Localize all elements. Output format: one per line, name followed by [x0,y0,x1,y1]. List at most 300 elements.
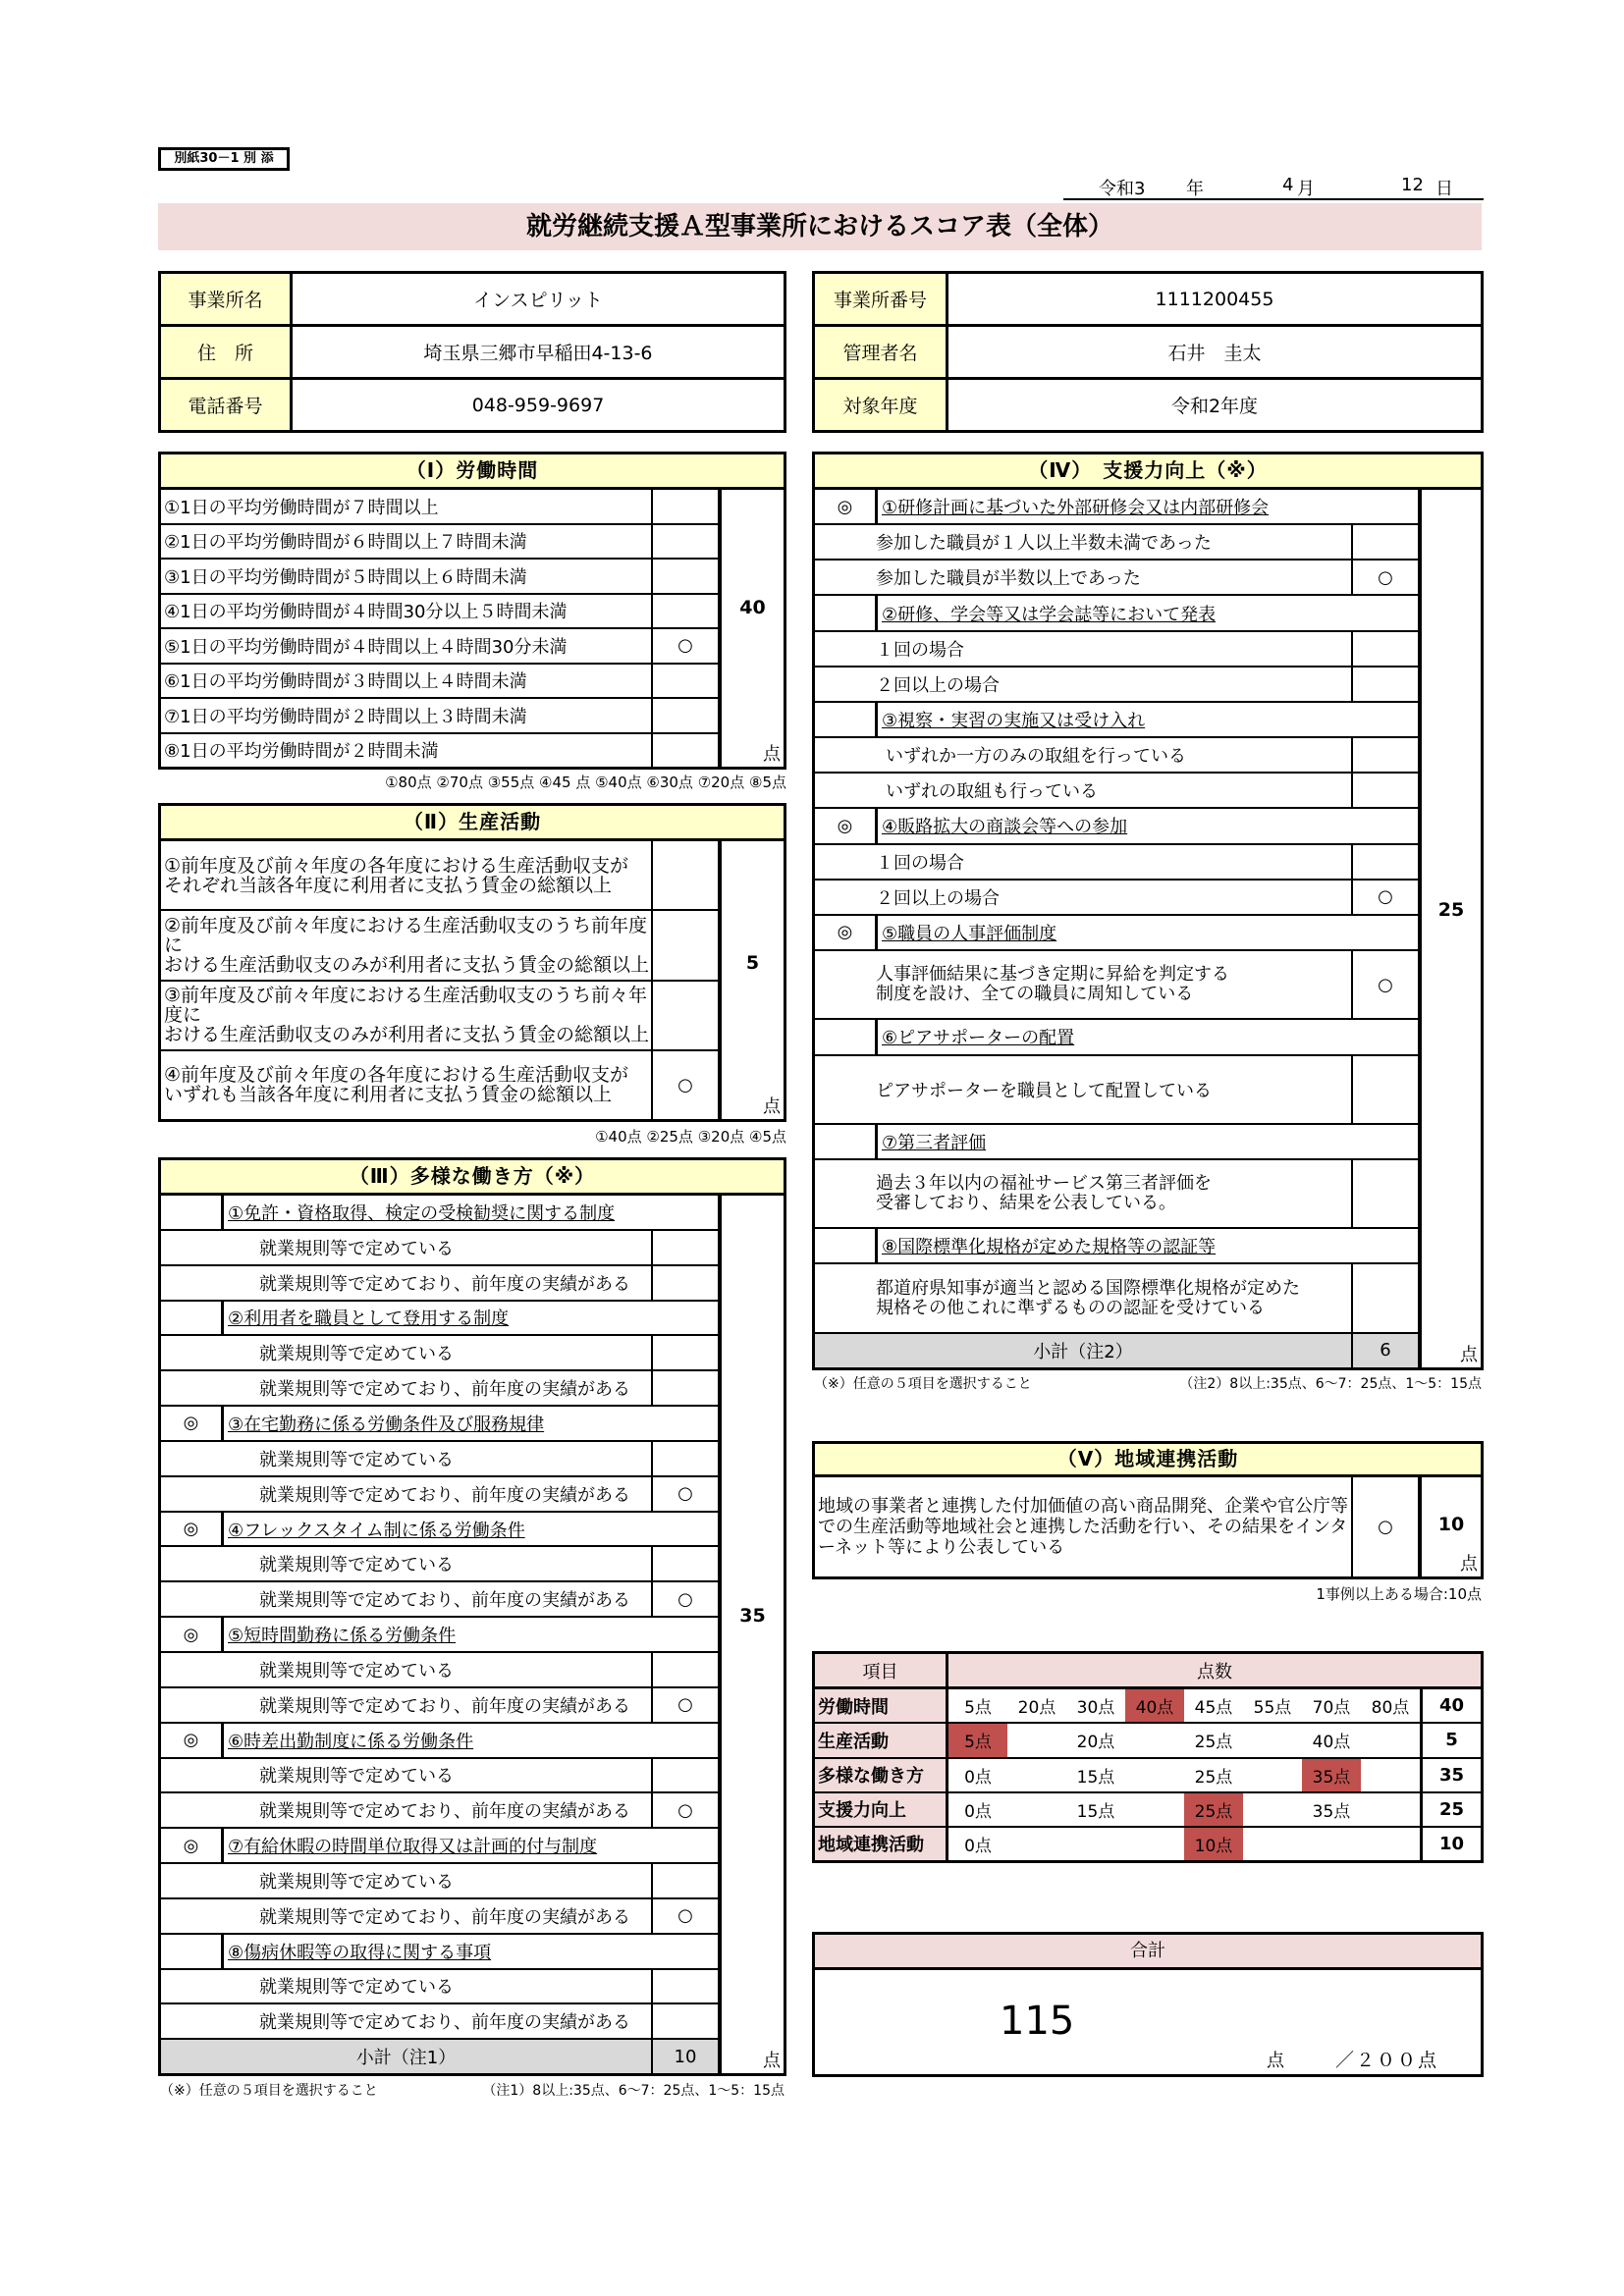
criterion-text: ⑦1日の平均労働時間が２時間以上３時間未満 [164,706,527,727]
check-cell [651,911,718,979]
summary-item-label: 労働時間 [815,1689,948,1722]
selection-mark [815,1229,878,1262]
criterion-text: ③1日の平均労働時間が５時間以上６時間未満 [164,566,527,588]
score-option: 35点 [1312,1801,1351,1822]
option-row [815,525,1418,561]
check-cell [1351,1056,1418,1123]
info-label: 管理者名 [815,327,948,377]
summary-row [815,1828,1481,1860]
score-scale [948,1689,1420,1722]
check-cell [651,699,718,732]
check-cell [651,560,718,593]
score-option [1125,1793,1184,1826]
summary-total: 35 [1420,1759,1481,1791]
summary-total: 25 [1420,1793,1481,1826]
score-option: 15点 [1076,1801,1115,1822]
check-cell [651,841,718,909]
option-row [161,1582,718,1618]
info-row [161,327,784,380]
score-value: 10 [1437,1513,1465,1535]
option-text: 過去３年以内の福祉サービス第三者評価を 受審しており、結果を公表している。 [876,1173,1212,1214]
check-cell: ○ [651,1582,718,1616]
score-option-selected: 35点 [1302,1759,1361,1791]
option-text: １回の場合 [876,639,964,661]
score-value: 40 [739,597,766,619]
date-year-unit: 年 [1186,179,1204,199]
score-option: 20点 [1076,1733,1115,1753]
option-text: ２回以上の場合 [876,887,1000,909]
check-cell [651,1864,718,1897]
section-body [161,490,784,767]
points-legend: ①40点 ②25点 ③20点 ④5点 [595,1128,786,1146]
section-working-hours [158,452,786,770]
info-row [815,274,1481,327]
section-score [1418,490,1481,1367]
group-title: ⑧傷病休暇等の取得に関する事項 [228,1942,492,1963]
group-header-row [161,1513,718,1548]
score-option: 15点 [1076,1767,1115,1788]
info-value: 石井 圭太 [1167,343,1262,364]
subtotal-label: 小計（注2） [1033,1341,1133,1362]
group-title: ②研修、学会等又は学会誌等において発表 [882,604,1217,625]
option-text: 就業規則等で定めており、前年度の実績がある [259,1379,630,1401]
group-header-row [161,1724,718,1759]
group-header-row [815,809,1418,844]
section-title: （Ⅰ）労働時間 [161,454,784,490]
group-header-row [161,1302,718,1337]
option-text: 就業規則等で定めている [259,1555,454,1576]
subtotal-label: 小計（注1） [355,2048,457,2069]
grand-total-box [812,1932,1484,2077]
check-cell [1351,632,1418,666]
option-row [161,1442,718,1477]
check-cell: ○ [651,1793,718,1827]
score-value: 5 [745,951,760,974]
score-option: 20点 [1017,1698,1056,1719]
section-body [815,490,1481,1367]
criterion-text: 地域の事業者と連携した付加価値の高い商品開発、企業や官公庁等での生産活動等地域社会と連携した活動を行い、その結果をインターネット等により公表している [818,1496,1348,1558]
criterion-text: ①前年度及び前々年度の各年度における生産活動収支が それぞれ当該各年度に利用者に支払う賃金の総額以上 [164,854,629,896]
option-text: 就業規則等で定めている [259,1449,454,1470]
check-cell [651,1442,718,1475]
option-row [815,738,1418,774]
info-row [815,327,1481,380]
check-cell [651,665,718,698]
score-unit: 点 [763,2051,781,2071]
check-cell [651,1970,718,2003]
score-value: 25 [1437,899,1465,922]
check-cell: ○ [651,1477,718,1511]
score-scale [948,1759,1420,1791]
summary-header-row [815,1654,1481,1689]
selection-footnote: （※）任意の５項目を選択すること [160,2083,378,2099]
table-row [161,595,718,630]
option-row [815,632,1418,667]
criterion-text: ①1日の平均労働時間が７時間以上 [164,497,439,518]
info-value: 048-959-9697 [471,394,605,416]
option-row [161,1970,718,2005]
group-title: ⑦第三者評価 [882,1132,987,1153]
score-option: 5点 [964,1698,992,1719]
summary-total: 5 [1420,1724,1481,1756]
group-header-row [815,703,1418,738]
selection-mark [815,1125,878,1158]
summary-row [815,1759,1481,1793]
document-label: 別紙30－1 別 添 [158,147,290,171]
section-title: （Ⅲ）多様な働き方（※） [161,1160,784,1196]
option-row [161,2004,718,2040]
check-cell [1351,667,1418,701]
score-option-selected: 40点 [1125,1689,1184,1722]
score-option [1361,1793,1420,1826]
group-header-row [161,1618,718,1653]
option-row [161,1899,718,1935]
score-option [1125,1759,1184,1791]
option-text: 就業規則等で定めている [259,1238,454,1259]
option-row [161,1864,718,1899]
subtotal-footnote: （注1）8以上:35点、6～7：25点、1～5：15点 [482,2083,785,2099]
table-row [161,734,718,768]
score-summary-table [812,1651,1484,1863]
score-option: 45点 [1194,1698,1233,1719]
section-score [718,490,784,767]
option-row [161,1477,718,1513]
group-title: ①免許・資格取得、検定の受検勧奨に関する制度 [228,1202,616,1224]
info-label: 住 所 [161,327,293,377]
score-unit: 点 [1460,1554,1478,1575]
criterion-text: ②前年度及び前々年度における生産活動収支のうち前年度に おける生産活動収支のみが利用者に支払う賃金の総額以上 [164,914,650,976]
option-text: ピアサポーターを職員として配置している [876,1080,1212,1101]
summary-total: 40 [1420,1689,1481,1722]
group-title: ①研修計画に基づいた外部研修会又は内部研修会 [882,498,1270,519]
criterion-text: ④1日の平均労働時間が４時間30分以上５時間未満 [164,602,568,623]
check-cell [1351,1160,1418,1227]
option-text: 就業規則等で定めている [259,1660,454,1682]
summary-item-label: 多様な働き方 [815,1759,948,1791]
subtotal-row [815,1334,1418,1367]
group-header-row [161,1935,718,1970]
option-text: 参加した職員が半数以上であった [876,568,1141,590]
criterion-text: ④前年度及び前々年度の各年度における生産活動収支が いずれも当該各年度に利用者に支払う賃金の総額以上 [164,1064,629,1106]
table-row [161,490,718,525]
group-header-row [161,1829,718,1864]
option-row [161,1688,718,1724]
table-row [161,665,718,700]
check-cell [651,1371,718,1405]
section-title: （Ⅳ） 支援力向上（※） [815,454,1481,490]
total-unit: 点 [1267,2051,1284,2071]
option-text: 就業規則等で定めており、前年度の実績がある [259,2012,630,2034]
score-option-selected: 25点 [1184,1793,1243,1826]
info-label: 事業所名 [161,274,293,324]
option-text: いずれの取組も行っている [886,781,1098,803]
option-text: 就業規則等で定めており、前年度の実績がある [259,1906,630,1928]
group-title: ③視察・実習の実施又は受け入れ [882,711,1146,732]
selection-mark: ◎ [161,1513,224,1546]
table-row [161,911,718,981]
group-title: ⑦有給休暇の時間単位取得又は計画的付与制度 [228,1837,598,1858]
check-cell [1351,774,1418,807]
selection-mark: ◎ [161,1829,224,1862]
check-cell [651,490,718,523]
check-cell [651,595,718,628]
section-body [161,1196,784,2073]
score-option: 25点 [1194,1733,1233,1753]
section-production-activity [158,803,786,1122]
option-row [161,1653,718,1688]
check-cell [651,1759,718,1792]
score-option: 0点 [964,1767,992,1788]
score-option [1361,1828,1420,1860]
check-cell [1351,525,1418,559]
score-value: 35 [739,1605,766,1628]
group-title: ④販路拡大の商談会等への参加 [882,817,1128,838]
summary-item-label: 地域連携活動 [815,1828,948,1860]
info-value: 埼玉県三郷市早稲田4-13-6 [423,343,653,364]
section-body [161,841,784,1119]
check-cell: ○ [1351,1477,1418,1576]
group-title: ④フレックスタイム制に係る労働条件 [228,1520,525,1541]
option-row [815,951,1418,1020]
selection-mark: ◎ [161,1618,224,1651]
option-row [815,774,1418,809]
option-row [815,667,1418,703]
score-scale [948,1828,1420,1860]
check-cell: ○ [651,1051,718,1119]
date-era-year: 令和3 [1099,179,1146,199]
group-title: ⑤職員の人事評価制度 [882,923,1057,944]
option-row [815,1264,1418,1333]
criteria-list [815,490,1418,1367]
score-scale [948,1793,1420,1826]
section-support-capacity [812,452,1484,1370]
check-cell [651,1231,718,1264]
selection-mark [815,703,878,736]
total-value: 115 [1000,1999,1075,2044]
selection-mark [815,1020,878,1053]
table-row [815,1477,1418,1576]
section-score [718,1196,784,2073]
check-cell [651,1653,718,1686]
score-option [1007,1724,1066,1756]
check-cell [651,1336,718,1369]
score-option: 0点 [964,1801,992,1822]
section-community-collaboration [812,1441,1484,1579]
check-cell [651,2004,718,2038]
selection-mark [161,1302,224,1335]
option-row [161,1336,718,1371]
option-text: 参加した職員が１人以上半数未満であった [876,533,1212,555]
group-header-row [815,490,1418,525]
score-option [1361,1724,1420,1756]
table-row [161,1051,718,1119]
facility-info-table [158,271,786,433]
group-header-row [815,916,1418,951]
score-option [1243,1724,1302,1756]
info-row [161,274,784,327]
group-header-row [815,596,1418,631]
option-text: 就業規則等で定めており、前年度の実績がある [259,1801,630,1823]
option-text: 人事評価結果に基づき定期に昇給を判定する 制度を設け、全ての職員に周知している [876,964,1229,1005]
score-option-selected: 10点 [1184,1828,1243,1860]
subtotal-footnote: （注2）8以上:35点、6～7：25点、1～5：15点 [1179,1376,1482,1392]
option-row [815,845,1418,881]
group-header-row [161,1407,718,1442]
summary-row [815,1689,1481,1724]
subtotal-row [161,2040,718,2073]
page-title: 就労継続支援Ａ型事業所におけるスコア表（全体） [158,203,1482,250]
option-text: いずれか一方のみの取組を行っている [886,746,1186,768]
criteria-list [161,490,718,767]
summary-header-item: 項目 [815,1654,948,1686]
score-unit: 点 [763,1096,781,1117]
summary-row [815,1793,1481,1828]
option-row [161,1231,718,1266]
group-header-row [815,1125,1418,1160]
section-score [1418,1477,1481,1576]
score-option [1125,1828,1184,1860]
selection-mark: ◎ [161,1407,224,1440]
summary-row [815,1724,1481,1758]
score-option: 80点 [1371,1698,1410,1719]
table-row [161,982,718,1051]
section-body [815,1477,1481,1576]
score-option [1125,1724,1184,1756]
score-option [1066,1828,1125,1860]
date-month: 4 [1282,175,1294,195]
table-row [161,525,718,561]
check-cell: ○ [651,1899,718,1933]
info-value: 令和2年度 [1170,396,1259,417]
date-day-unit: 日 [1435,179,1453,199]
criterion-text: ③前年度及び前々年度における生産活動収支のうち前々年度に おける生産活動収支のみが利用者に支払う賃金の総額以上 [164,985,650,1046]
selection-mark: ◎ [815,490,878,523]
group-header-row [161,1196,718,1231]
score-option [1302,1828,1361,1860]
check-cell [651,1547,718,1580]
check-cell: ○ [1351,881,1418,914]
option-row [161,1759,718,1794]
total-label: 合計 [815,1935,1481,1970]
score-unit: 点 [763,744,781,765]
group-header-row [815,1020,1418,1055]
criterion-text: ②1日の平均労働時間が６時間以上７時間未満 [164,532,527,554]
check-cell [1351,1264,1418,1331]
criteria-list [161,1196,718,2073]
score-option [1007,1759,1066,1791]
score-option [1007,1793,1066,1826]
group-title: ⑥時差出勤制度に係る労働条件 [228,1731,474,1752]
option-text: 就業規則等で定めており、前年度の実績がある [259,1695,630,1717]
option-text: 就業規則等で定めており、前年度の実績がある [259,1484,630,1506]
score-option: 0点 [964,1836,992,1856]
score-option [1243,1759,1302,1791]
group-title: ⑧国際標準化規格が定めた規格等の認証等 [882,1237,1217,1258]
option-text: 就業規則等で定めている [259,1766,454,1788]
criteria-list [161,841,718,1119]
score-option [1361,1759,1420,1791]
table-row [161,560,718,595]
option-row [161,1793,718,1829]
facility-info-table-right [812,271,1484,433]
subtotal-value: 10 [651,2040,718,2073]
option-row [161,1371,718,1407]
table-row [161,629,718,665]
info-row [815,380,1481,430]
subtotal-value: 6 [1351,1334,1418,1367]
criterion-text: ⑧1日の平均労働時間が２時間未満 [164,741,439,763]
option-row [815,881,1418,916]
summary-total: 10 [1420,1828,1481,1860]
table-row [161,699,718,734]
selection-mark [161,1196,224,1229]
score-option: 30点 [1076,1698,1115,1719]
check-cell [1351,845,1418,879]
score-option: 70点 [1312,1698,1351,1719]
group-title: ②利用者を職員として登用する制度 [228,1308,510,1330]
section-title: （Ⅴ）地域連携活動 [815,1444,1481,1477]
option-row [815,1160,1418,1229]
option-row [815,561,1418,596]
summary-item-label: 生産活動 [815,1724,948,1756]
score-option: 25点 [1194,1767,1233,1788]
check-cell [651,982,718,1049]
section-title: （Ⅱ）生産活動 [161,806,784,841]
check-cell: ○ [1351,951,1418,1018]
group-title: ③在宅勤務に係る労働条件及び服務規律 [228,1414,545,1435]
info-label: 電話番号 [161,380,293,430]
score-unit: 点 [1460,1345,1478,1365]
option-row [815,1056,1418,1125]
points-legend: ①80点 ②70点 ③55点 ④45 点 ⑤40点 ⑥30点 ⑦20点 ⑧5点 [385,774,786,791]
option-text: 就業規則等で定めており、前年度の実績がある [259,1590,630,1612]
group-title: ⑤短時間勤務に係る労働条件 [228,1626,457,1647]
date-day: 12 [1401,175,1424,195]
selection-mark: ◎ [815,916,878,949]
section-score [718,841,784,1119]
date-month-unit: 月 [1297,179,1315,199]
check-cell: ○ [651,1688,718,1722]
option-row [161,1266,718,1302]
option-text: 都道府県知事が適当と認める国際標準化規格が定めた 規格その他これに準ずるものの認証を受けている [876,1277,1300,1318]
option-text: 就業規則等で定めている [259,1344,454,1365]
table-row [161,841,718,911]
selection-mark [161,1935,224,1968]
option-text: 就業規則等で定めている [259,1871,454,1893]
info-label: 対象年度 [815,380,948,430]
info-row [161,380,784,430]
group-title: ⑥ピアサポーターの配置 [882,1028,1075,1049]
score-option [1243,1793,1302,1826]
selection-mark: ◎ [815,809,878,842]
check-cell: ○ [651,629,718,663]
criterion-text: ⑤1日の平均労働時間が４時間以上４時間30分未満 [164,636,568,658]
check-cell [651,525,718,559]
info-value: インスピリット [473,290,603,311]
summary-item-label: 支援力向上 [815,1793,948,1826]
check-cell [651,734,718,768]
summary-header-points: 点数 [1197,1661,1232,1682]
option-text: 就業規則等で定めており、前年度の実績がある [259,1273,630,1295]
selection-mark: ◎ [161,1724,224,1757]
criterion-text: ⑥1日の平均労働時間が３時間以上４時間未満 [164,671,527,693]
section-diverse-work-styles [158,1157,786,2076]
selection-mark [815,596,878,629]
score-scale [948,1724,1420,1756]
option-text: 就業規則等で定めている [259,1977,454,1999]
check-cell [1351,738,1418,772]
check-cell [651,1266,718,1300]
